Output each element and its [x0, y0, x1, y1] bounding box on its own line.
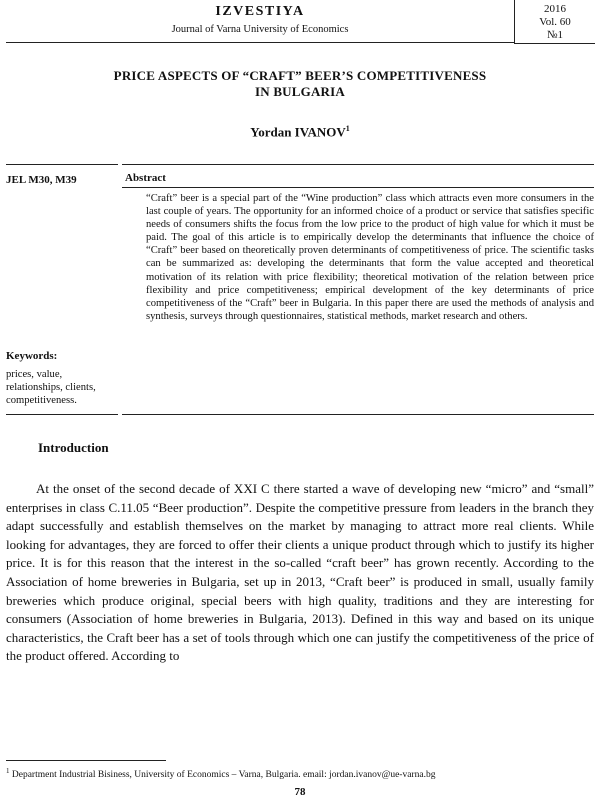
abstract-bottom-rule [122, 414, 594, 415]
page-number: 78 [294, 786, 306, 798]
issue-year: 2016 [544, 3, 566, 15]
article-title-line2: IN BULGARIA [255, 84, 345, 99]
issue-box [514, 0, 595, 44]
issue-volume: Vol. 60 [539, 16, 571, 28]
abstract-title: Abstract [125, 172, 166, 184]
journal-name: IZVESTIYA [215, 4, 305, 19]
issue-number: №1 [547, 29, 563, 41]
footnote-text: Department Industrial Bisiness, University of Economics – Varna, Bulgaria. email: jordan.ivanov@ue-varna.bg [11, 770, 436, 781]
keywords-bottom-rule [6, 414, 118, 415]
meta-top-rule [6, 164, 118, 165]
body-paragraph: At the onset of the second decade of XXI C there started a wave of developing new “micro” and “small” enterprises in class C.11.05 “Beer production”. Despite the competitive pressure from leaders in the branch they adapt successfully and establish themselves on the market by managing to attract more real clients. While looking for advantages, they are forced to offer their clients a unique product through which to justify its higher price. It is for this reason that the interest in the so-called “craft beer” has grown recently. According to the Association of home breweries in Bulgaria, set up in 2013, “Craft beer” is produced in small, usually family breweries which produce original, special beers with high quality, traditions and they are interesting for consumers (Association of home breweries in Bulgaria, 2013). Defined in this way and based on its unique characteristics, the Craft beer has a set of tools through which one can justify the competitiveness of the price of the product offered. According to [6, 481, 594, 664]
section-title-introduction: Introduction [38, 440, 109, 455]
article-author [40, 124, 560, 140]
article-title-line1: PRICE ASPECTS OF “CRAFT” BEER’S COMPETITIVENESS [113, 68, 487, 83]
footnote-mark: 1 [6, 767, 10, 775]
keywords-title: Keywords: [6, 350, 58, 362]
keywords-text: prices, value, relationships, clients, competitiveness. [6, 369, 96, 406]
author-footnote-mark: 1 [345, 124, 350, 133]
header-rule [6, 42, 514, 43]
abstract-text: “Craft” beer is a special part of the “Wine production” class which attracts even more consumers in the last couple of years. The opportunity for an informed choice of a product or service that satisfies specific needs of consumers shifts the focus from the low price to the product of high value for which it must be paid. The goal of this article is to empirically develop the determinants that influence the choice of “Craft” beer based on theoretically proven determinants of competitiveness of price. The scientific tasks can be summarized as: developing the determinants that form the value accepted and theoretical motivation of its relation with price flexibility; theoretical motivation of the relation between price flexibility and price competitiveness; empirical development of the key determinants of price competitiveness of the “Craft” beer in Bulgaria. In this paper there are used the methods of analysis and synthesis, surveys through questionnaires, statistical methods, market research and others. [146, 193, 594, 322]
journal-subtitle: Journal of Varna University of Economics [171, 24, 349, 35]
author-name: Yordan IVANOV [250, 124, 346, 140]
article-title [40, 68, 560, 100]
footnote-rule [6, 760, 166, 761]
jel-codes: JEL M30, M39 [6, 174, 77, 186]
journal-header [6, 4, 514, 36]
footnote [6, 765, 594, 781]
abstract-title-rule [122, 187, 594, 188]
abstract-top-rule [122, 164, 594, 165]
